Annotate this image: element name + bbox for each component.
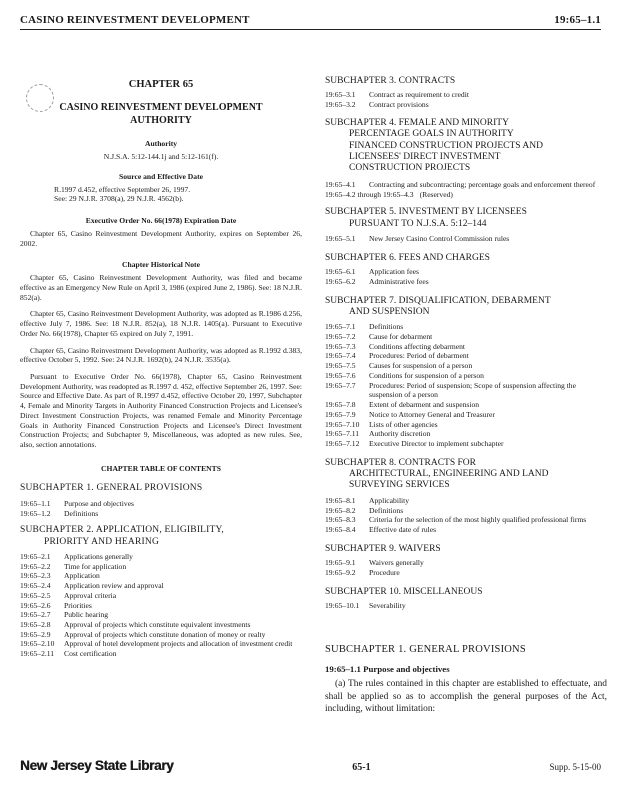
- toc-subchapter-4-entries: [325, 180, 607, 199]
- toc-entry-number: 19:65–7.8: [325, 400, 356, 410]
- toc-heading: CHAPTER TABLE OF CONTENTS: [101, 463, 221, 473]
- chapter-number: CHAPTER 65: [128, 79, 194, 90]
- toc-entry-number: 19:65–3.1: [325, 90, 356, 100]
- running-head-left: CASINO REINVESTMENT DEVELOPMENT: [20, 14, 250, 26]
- subchapter-title-line: SURVEYING SERVICES: [349, 480, 450, 491]
- source-text: R.1997 d.452, effective September 26, 1997. See: 29 N.J.R. 3708(a), 29 N.J.R. 4562(b).: [54, 184, 191, 204]
- toc-entry: [325, 342, 607, 352]
- toc-entry-title: Procedures: Period of debarment: [369, 351, 469, 361]
- toc-entry-title: Definitions: [64, 508, 99, 518]
- toc-entry: [20, 509, 302, 519]
- page-footer: [20, 758, 601, 773]
- toc-entry-title: Extent of debarment and suspension: [369, 400, 480, 410]
- toc-entry-number: 19:65–7.5: [325, 361, 356, 371]
- toc-entry-title: Applications generally: [64, 552, 133, 562]
- toc-entry-number: 19:65–8.3: [325, 515, 356, 525]
- toc-entry-number: 19:65–8.1: [325, 495, 356, 505]
- chapter-title: CASINO REINVESTMENT DEVELOPMENT AUTHORITY: [59, 102, 263, 127]
- toc-entry: [20, 581, 302, 591]
- toc-entry-number: 19:65–6.1: [325, 267, 356, 277]
- toc-entry: [325, 190, 607, 200]
- toc-subchapter-7-entries: [325, 322, 607, 448]
- toc-entry: [20, 552, 302, 562]
- toc-subchapter-10-entries: [325, 601, 607, 611]
- toc-entry-title: Definitions: [369, 322, 404, 332]
- toc-entry-number: 19:65–7.4: [325, 351, 356, 361]
- toc-entry: [325, 525, 607, 535]
- toc-entry-title: Executive Director to implement subchapter: [369, 438, 504, 448]
- toc-entry-number: 19:65–2.1: [20, 552, 51, 562]
- toc-entry: [20, 620, 302, 630]
- toc-entry-title: Application review and approval: [64, 581, 164, 591]
- executive-order-heading: Executive Order No. 66(1978) Expiration Date: [85, 216, 237, 226]
- toc-subchapter-1-entries: [20, 499, 302, 518]
- toc-subchapter-3-title: SUBCHAPTER 3. CONTRACTS: [325, 76, 456, 86]
- subchapter-title-line: PERCENTAGE GOALS IN AUTHORITY: [349, 129, 514, 140]
- toc-entry-number: 19:65–2.6: [20, 600, 51, 610]
- toc-subchapter-6-title: SUBCHAPTER 6. FEES AND CHARGES: [325, 252, 490, 263]
- toc-entry: [325, 322, 607, 332]
- toc-subchapter-1-title: SUBCHAPTER 1. GENERAL PROVISIONS: [20, 483, 203, 494]
- toc-entry-title: Approval criteria: [64, 590, 117, 600]
- toc-subchapter-8-entries: [325, 496, 607, 535]
- page-number: 65-1: [352, 762, 371, 773]
- toc-entry: [20, 639, 302, 649]
- toc-entry-number: 19:65–8.2: [325, 505, 356, 515]
- toc-entry-title: Procedures: Period of suspension; Scope of suspension affecting the suspension of a person: [369, 380, 576, 400]
- toc-entry-number: 19:65–2.8: [20, 620, 51, 630]
- toc-subchapter-9-title: SUBCHAPTER 9. WAIVERS: [325, 543, 441, 554]
- toc-entry: [325, 351, 607, 361]
- toc-entry-number: 19:65–4.1: [325, 179, 356, 189]
- running-head-right: 19:65–1.1: [554, 14, 601, 26]
- toc-entry-title: Contracting and subcontracting; percentage goals and enforcement thereof: [369, 179, 596, 189]
- toc-entry: [325, 90, 607, 100]
- historical-note-heading: Chapter Historical Note: [122, 260, 200, 270]
- toc-entry-number: 19:65–2.2: [20, 561, 51, 571]
- toc-entry-title: Time for application: [64, 561, 127, 571]
- historical-note-paragraph: Chapter 65, Casino Reinvestment Development Authority, was adopted as R.1992 d.383, effective October 5, 1992. See: 24 N.J.R. 1692(b), 24 N.J.R. 3535(a).: [20, 345, 302, 365]
- toc-entry-title: Lists of other agencies: [369, 419, 438, 429]
- toc-entry-title: Application: [64, 571, 100, 581]
- toc-subchapter-8-title: [325, 458, 607, 492]
- toc-entry: [325, 100, 607, 110]
- toc-entry-title: Administrative fees: [369, 276, 429, 286]
- toc-entry-title: Approval of hotel development projects and allocation of investment credit: [64, 639, 293, 649]
- toc-entry-number: 19:65–7.1: [325, 322, 356, 332]
- toc-entry-number: 19:65–8.4: [325, 525, 356, 534]
- toc-subchapter-7-title: [325, 296, 607, 319]
- subchapter-title-line: SUBCHAPTER 5. INVESTMENT BY LICENSEES: [325, 207, 527, 218]
- toc-entry-title: Notice to Attorney General and Treasurer: [369, 409, 495, 419]
- toc-entry-title: Approval of projects which constitute donation of money or realty: [64, 629, 266, 639]
- toc-entry: [20, 591, 302, 601]
- toc-entry: [325, 506, 607, 516]
- toc-entry: [325, 277, 607, 287]
- library-stamp: New Jersey State Library: [20, 758, 174, 773]
- toc-entry-number: 19:65–1.2: [20, 508, 51, 518]
- toc-entry-number: 19:65–2.4: [20, 581, 51, 591]
- toc-entry-number: 19:65–9.1: [325, 558, 356, 568]
- toc-subchapter-4-title: [325, 118, 607, 175]
- toc-entry-title: Waivers generally: [369, 558, 424, 568]
- toc-entry: [325, 558, 607, 568]
- toc-entry-title: (Reserved): [419, 189, 453, 199]
- toc-entry-number: 19:65–7.10: [325, 419, 360, 429]
- toc-entry-number: 19:65–6.2: [325, 276, 356, 286]
- toc-entry-title: Severability: [369, 600, 406, 610]
- toc-entry-number: 19:65–5.1: [325, 234, 356, 243]
- toc-entry: [325, 515, 607, 525]
- toc-entry-title: Contract as requirement to credit: [369, 90, 469, 100]
- subchapter-title-line: SUBCHAPTER 4. FEMALE AND MINORITY: [325, 117, 509, 128]
- toc-entry-title: Applicability: [369, 495, 410, 505]
- toc-entry-number: 19:65–4.2 through 19:65–4.3: [325, 189, 414, 199]
- subchapter-title-line: PURSUANT TO N.J.S.A. 5:12–144: [349, 218, 487, 229]
- toc-entry-title: Cause for debarment: [369, 332, 433, 342]
- toc-subchapter-5-title: [325, 207, 607, 230]
- toc-entry-title: Conditions for suspension of a person: [369, 370, 484, 380]
- section-heading: 19:65–1.1 Purpose and objectives: [325, 664, 450, 675]
- running-head: [20, 14, 601, 30]
- toc-entry: [20, 610, 302, 620]
- toc-entry: [20, 630, 302, 640]
- toc-entry-title: Cost certification: [64, 649, 117, 659]
- source-heading: Source and Effective Date: [118, 171, 203, 181]
- toc-entry-number: 19:65–9.2: [325, 567, 356, 577]
- toc-entry-number: 19:65–2.11: [20, 649, 55, 659]
- subchapter-title-line: LICENSEES' DIRECT INVESTMENT: [349, 152, 501, 162]
- toc-entry: [325, 439, 607, 449]
- toc-entry-number: 19:65–7.9: [325, 409, 356, 419]
- toc-entry: [325, 180, 607, 190]
- subchapter-title-line: AND SUSPENSION: [349, 306, 430, 317]
- toc-entry-title: New Jersey Casino Control Commission rules: [369, 234, 510, 243]
- toc-entry: [325, 496, 607, 506]
- toc-entry-number: 19:65–2.3: [20, 571, 51, 581]
- toc-entry-number: 19:65–7.12: [325, 438, 360, 448]
- toc-entry: [325, 267, 607, 277]
- toc-entry: [325, 429, 607, 439]
- toc-entry-title: Public hearing: [64, 610, 109, 620]
- toc-entry: [325, 420, 607, 430]
- authority-text: N.J.S.A. 5:12-144.1j and 5:12-161(f).: [103, 152, 219, 162]
- toc-subchapter-3-entries: [325, 90, 607, 109]
- toc-entry-title: Priorities: [64, 600, 92, 610]
- subchapter-title-line: SUBCHAPTER 7. DISQUALIFICATION, DEBARMENT: [325, 295, 551, 306]
- toc-entry-title: Criteria for the selection of the most highly qualified professional firms: [369, 515, 587, 525]
- toc-entry: [20, 601, 302, 611]
- toc-entry: [20, 649, 302, 659]
- toc-subchapter-2-title: SUBCHAPTER 2. APPLICATION, ELIGIBILITY, PRIORITY AND HEARING: [20, 525, 224, 547]
- toc-entry-title: Procedure: [369, 567, 400, 577]
- toc-entry-number: 19:65–7.6: [325, 370, 356, 380]
- toc-entry-title: Causes for suspension of a person: [369, 361, 473, 371]
- subchapter-title-line: ARCHITECTURAL, ENGINEERING AND LAND: [349, 469, 549, 480]
- toc-entry: [20, 571, 302, 581]
- toc-entry-title: Effective date of rules: [369, 525, 437, 534]
- toc-entry-title: Contract provisions: [369, 100, 429, 110]
- toc-subchapter-10-title: SUBCHAPTER 10. MISCELLANEOUS: [325, 586, 483, 597]
- toc-subchapter-9-entries: [325, 558, 607, 577]
- toc-entry: [325, 234, 607, 244]
- authority-heading: Authority: [144, 139, 178, 149]
- historical-note-paragraph: Pursuant to Executive Order No. 66(1978), Chapter 65, Casino Reinvestment Development Authority, was readopted as R.1997 d. 452, effective September 26, 1997. See: Source and Effective Date. As part of R.1997 d.452, effective October 20, 1997, Subchapter 4, Female and Minority Targets in Authority Financed Construction Projects and Licensee's Direct Investment Construction Projects, was renamed Female and Minority Percentage Goals in Authority Financed Construction Projects and Licensee's Direct Investment Construction Projects; and Subchapter 9, Miscellaneous, was adopted as new rules. See, also, section annotations.: [20, 371, 302, 449]
- toc-entry-number: 19:65–7.11: [325, 429, 360, 439]
- toc-entry-number: 19:65–10.1: [325, 600, 360, 610]
- left-column: [20, 78, 302, 661]
- toc-entry: [20, 562, 302, 572]
- historical-note-paragraph: Chapter 65, Casino Reinvestment Development Authority, was filed and became effective as an Emergency New Rule on April 3, 1986 (expired June 2, 1986). See: 18 N.J.R. 852(a).: [20, 273, 302, 302]
- toc-entry-title: Conditions affecting debarment: [369, 341, 466, 351]
- toc-entry: [325, 568, 607, 578]
- toc-entry: [20, 499, 302, 509]
- toc-entry: [325, 601, 607, 611]
- toc-entry: [325, 332, 607, 342]
- toc-subchapter-5-entries: [325, 234, 607, 244]
- toc-entry: [325, 361, 607, 371]
- supplement-date: Supp. 5-15-00: [549, 762, 601, 772]
- toc-entry-number: 19:65–2.9: [20, 629, 51, 639]
- toc-entry-title: Authority discretion: [369, 429, 431, 439]
- section-body-text: (a) The rules contained in this chapter are established to effectuate, and shall be applied so as to accomplish the general purposes of the Act, including, without limitation:: [325, 679, 607, 715]
- toc-entry-number: 19:65–7.3: [325, 341, 356, 351]
- toc-entry-number: 19:65–3.2: [325, 100, 356, 110]
- toc-entry-number: 19:65–2.7: [20, 610, 51, 620]
- right-column: [325, 76, 607, 716]
- toc-entry-number: 19:65–2.5: [20, 590, 51, 600]
- executive-order-text: Chapter 65, Casino Reinvestment Development Authority, expires on September 26, 2002.: [20, 229, 302, 248]
- toc-entry-number: 19:65–2.10: [20, 639, 55, 649]
- historical-note-paragraph: Chapter 65, Casino Reinvestment Development Authority, was adopted as R.1986 d.256, effective July 7, 1986. See: 18 N.J.R. 852(a), 18 N.J.R. 1405(a). Pursuant to Executive Order No. 66(1978), Chapter 65 expired on July 7, 1991.: [20, 309, 302, 338]
- toc-entry: [325, 400, 607, 410]
- toc-entry: [325, 371, 607, 381]
- toc-entry-number: 19:65–7.2: [325, 332, 356, 342]
- toc-entry-number: 19:65–1.1: [20, 498, 51, 508]
- subchapter-title-line: FINANCED CONSTRUCTION PROJECTS AND: [349, 140, 543, 151]
- toc-entry: [325, 410, 607, 420]
- toc-entry-title: Application fees: [369, 267, 419, 277]
- toc-entry-title: Definitions: [369, 505, 404, 515]
- body-subchapter-title: SUBCHAPTER 1. GENERAL PROVISIONS: [325, 643, 526, 655]
- toc-entry-number: 19:65–7.7: [325, 380, 356, 390]
- subchapter-title-line: CONSTRUCTION PROJECTS: [349, 163, 471, 174]
- toc-entry: [325, 381, 607, 400]
- subchapter-title-line: SUBCHAPTER 8. CONTRACTS FOR: [325, 457, 476, 468]
- toc-entry-title: Approval of projects which constitute equivalent investments: [64, 620, 251, 630]
- toc-subchapter-6-entries: [325, 267, 607, 286]
- toc-subchapter-2-entries: [20, 552, 302, 659]
- toc-entry-title: Purpose and objectives: [64, 498, 135, 508]
